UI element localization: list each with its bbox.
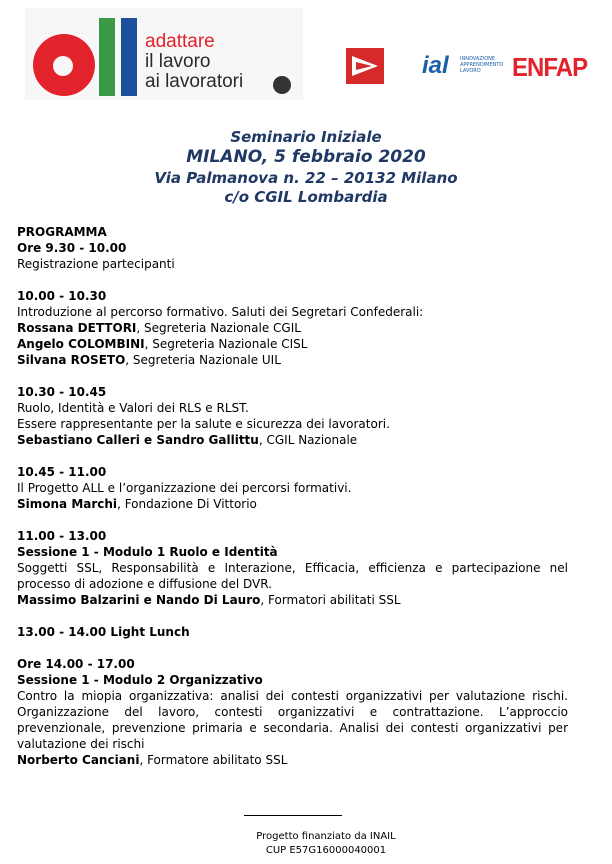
session-time: Ore 9.30 - 10.00 bbox=[17, 241, 127, 255]
logo-tagline bbox=[145, 32, 243, 92]
all-logo bbox=[25, 8, 303, 100]
ial-logo-subtitle: INNOVAZIONE APPRENDIMENTO LAVORO bbox=[460, 56, 504, 74]
session-time: 10.00 - 10.30 bbox=[17, 289, 107, 303]
speaker-role: , CGIL Nazionale bbox=[258, 433, 358, 447]
speaker-name: Simona Marchi bbox=[17, 497, 118, 511]
footer-funding: Progetto finanziato da INAIL bbox=[256, 831, 396, 842]
enfap-logo: ENFAP bbox=[512, 52, 588, 82]
session-text: Ruolo, Identità e Valori dei RLS e RLST. bbox=[17, 401, 249, 415]
logo-l-bar-green bbox=[99, 18, 115, 96]
session-time: Ore 14.00 - 17.00 bbox=[17, 657, 135, 671]
speaker-name: Rossana DETTORI bbox=[17, 321, 137, 335]
speaker-name: Angelo COLOMBINI bbox=[17, 337, 145, 351]
session-text: Essere rappresentante per la salute e sicurezza dei lavoratori. bbox=[17, 417, 390, 431]
ial-logo-text: ial bbox=[422, 52, 449, 79]
speaker-line bbox=[17, 352, 568, 368]
seminar-address: Via Palmanova n. 22 – 20132 Milano bbox=[154, 169, 458, 187]
session-text: Registrazione partecipanti bbox=[17, 257, 175, 271]
logo-dot bbox=[273, 76, 291, 94]
session-time: 10.45 - 11.00 bbox=[17, 465, 107, 479]
speaker-role: , Segreteria Nazionale CISL bbox=[144, 337, 308, 351]
logo-l-bar-blue bbox=[121, 18, 137, 96]
session-text: Il Progetto ALL e l’organizzazione dei percorsi formativi. bbox=[17, 481, 352, 495]
logo-line-1: adattare bbox=[145, 31, 215, 52]
speaker-name: Norberto Canciani bbox=[17, 753, 140, 767]
footer-divider bbox=[244, 815, 342, 816]
session-module: Sessione 1 - Modulo 2 Organizzativo bbox=[17, 673, 263, 687]
speaker-role: , Segreteria Nazionale CGIL bbox=[136, 321, 301, 335]
seminar-venue: c/o CGIL Lombardia bbox=[224, 188, 388, 206]
program bbox=[17, 224, 568, 768]
footer bbox=[0, 830, 612, 858]
speaker-line bbox=[17, 320, 568, 336]
cisl-logo bbox=[346, 48, 384, 84]
speaker-role: , Segreteria Nazionale UIL bbox=[125, 353, 281, 367]
program-heading: PROGRAMMA bbox=[17, 225, 107, 239]
speaker-role: , Fondazione Di Vittorio bbox=[117, 497, 257, 511]
speaker-line bbox=[17, 496, 568, 512]
speaker-line bbox=[17, 336, 568, 352]
speaker-role: , Formatori abilitati SSL bbox=[260, 593, 401, 607]
speaker-line bbox=[17, 592, 568, 608]
session-module: Sessione 1 - Modulo 1 Ruolo e Identità bbox=[17, 545, 278, 559]
session-text: Contro la miopia organizzativa: analisi dei contesti organizzativi per valutazione rischi. Organizzazione del lavoro, contesti organizzativi e contrattazione. L’approccio prevenzionale, prevenzione primaria e secondaria. Analisi dei contesti organizzativi per valutazione dei rischi bbox=[17, 689, 568, 751]
seminar-title: Seminario Iniziale bbox=[230, 128, 382, 146]
session-time: 10.30 - 10.45 bbox=[17, 385, 107, 399]
session-time: 11.00 - 13.00 bbox=[17, 529, 107, 543]
speaker-name: Sebastiano Calleri e Sandro Gallittu bbox=[17, 433, 259, 447]
ial-logo bbox=[422, 52, 504, 82]
speaker-line bbox=[17, 752, 568, 768]
session-text: Soggetti SSL, Responsabilità e Interazione, Efficacia, efficienza e partecipazione nel processo di adozione e diffusione del DVR. bbox=[17, 561, 568, 591]
footer-cup: CUP E57G16000040001 bbox=[265, 845, 387, 856]
session-time: 13.00 - 14.00 Light Lunch bbox=[17, 625, 190, 639]
speaker-line bbox=[17, 432, 568, 448]
logo-a-hole bbox=[53, 56, 73, 76]
speaker-name: Silvana ROSETO bbox=[17, 353, 126, 367]
seminar-date: MILANO, 5 febbraio 2020 bbox=[186, 147, 426, 167]
logo-line-2: il lavoro bbox=[145, 51, 211, 72]
speaker-name: Massimo Balzarini e Nando Di Lauro bbox=[17, 593, 261, 607]
logo-line-3: ai lavoratori bbox=[145, 71, 244, 92]
speaker-role: , Formatore abilitato SSL bbox=[139, 753, 288, 767]
session-text: Introduzione al percorso formativo. Saluti dei Segretari Confederali: bbox=[17, 305, 424, 319]
seminar-title-block bbox=[0, 128, 612, 207]
